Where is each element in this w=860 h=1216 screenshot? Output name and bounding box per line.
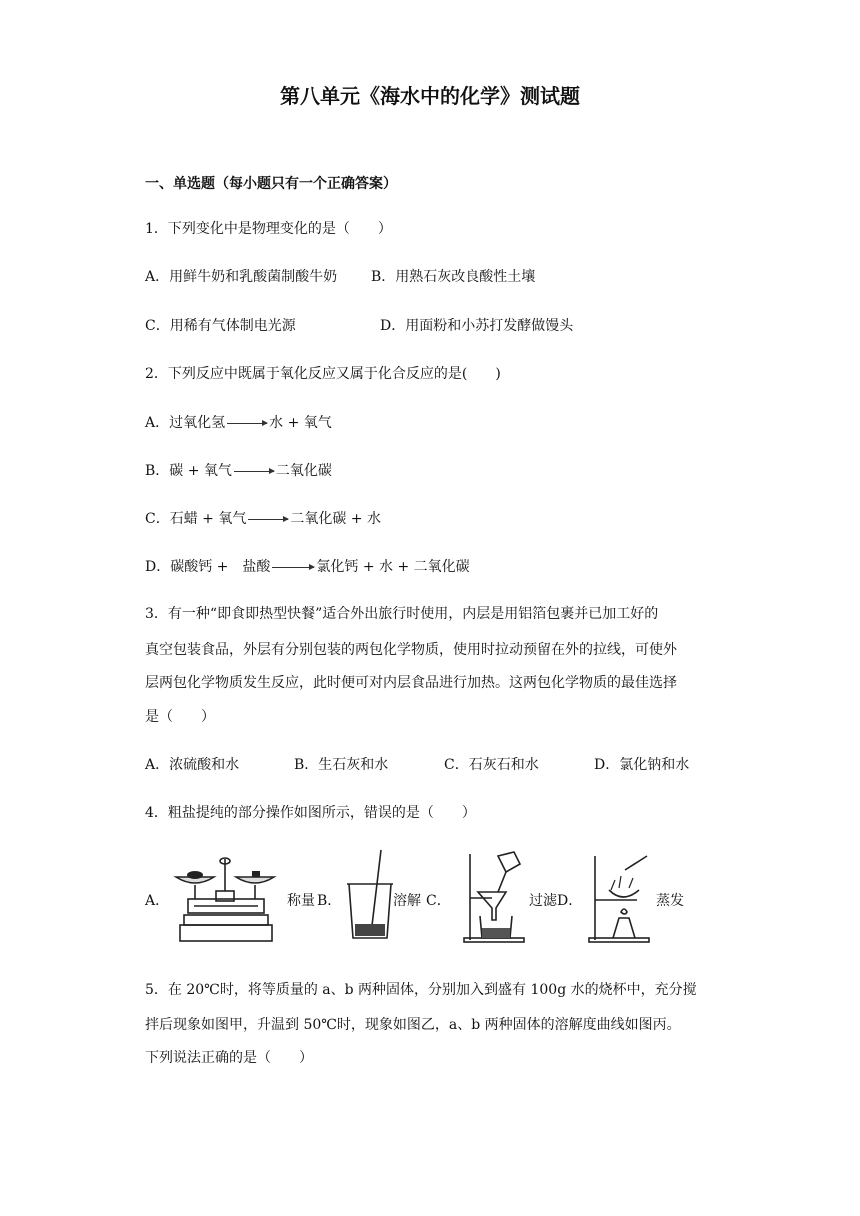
q2-c-reactants: C．石蜡 + 氧气 — [145, 511, 247, 527]
q2-a-products: 水 + 氧气 — [269, 415, 332, 431]
page-title: 第八单元《海水中的化学》测试题 — [280, 84, 580, 108]
q2-option-a — [145, 412, 332, 432]
reaction-arrow-icon — [248, 519, 288, 520]
q2-d-reactants: D．碳酸钙 + 盐酸 — [145, 559, 271, 575]
evaporation-setup-icon — [585, 850, 657, 944]
question-5-line-1: 5．在 20℃时，将等质量的 a、b 两种固体，分别加入到盛有 100g 水的烧杯中，充分搅 — [145, 982, 697, 998]
q4-option-d-letter: D． — [557, 893, 583, 909]
q2-option-c — [145, 508, 381, 528]
filtration-setup-icon — [462, 850, 528, 944]
question-3-line-2: 真空包装食品，外层有分别包装的两包化学物质，使用时拉动预留在外的拉线，可使外 — [145, 642, 677, 658]
question-3-line-3: 层两包化学物质发生反应，此时便可对内层食品进行加热。这两包化学物质的最佳选择 — [145, 675, 677, 691]
question-1-stem: 1．下列变化中是物理变化的是（ ） — [145, 221, 392, 237]
q2-c-products: 二氧化碳 + 水 — [290, 511, 381, 527]
q3-option-c: C．石灰石和水 — [444, 757, 539, 773]
q4-option-b-label: 溶解 — [393, 893, 421, 909]
reaction-arrow-icon — [227, 423, 267, 424]
question-5-line-2: 拌后现象如图甲，升温到 50℃时，现象如图乙，a、b 两种固体的溶解度曲线如图丙。 — [145, 1017, 681, 1033]
q2-a-reactants: A．过氧化氢 — [145, 415, 226, 431]
q1-option-c: C．用稀有气体制电光源 — [145, 318, 296, 334]
section-heading: 一、单选题（每小题只有一个正确答案） — [145, 176, 397, 192]
q4-option-a-label: 称量 — [287, 893, 315, 909]
q4-option-b-letter: B． — [317, 893, 342, 909]
q3-option-a: A．浓硫酸和水 — [145, 757, 240, 773]
reaction-arrow-icon — [272, 567, 314, 568]
question-4-stem: 4．粗盐提纯的部分操作如图所示，错误的是（ ） — [145, 805, 476, 821]
q4-option-c-letter: C． — [426, 893, 451, 909]
question-5-line-3: 下列说法正确的是（ ） — [145, 1050, 313, 1066]
q2-b-products: 二氧化碳 — [275, 463, 332, 479]
question-2-stem: 2．下列反应中既属于氧化反应又属于化合反应的是( ) — [145, 366, 501, 382]
balance-scale-icon — [170, 855, 280, 945]
reaction-arrow-icon — [234, 471, 274, 472]
q1-option-a: A．用鲜牛奶和乳酸菌制酸牛奶 — [145, 269, 338, 285]
question-3-line-1: 3．有一种“即食即热型快餐”适合外出旅行时使用，内层是用铝箔包裹并已加工好的 — [145, 606, 659, 622]
q3-option-d: D．氯化钠和水 — [594, 757, 690, 773]
q4-option-a-letter: A． — [145, 893, 170, 909]
dissolving-beaker-icon — [343, 848, 395, 943]
q1-option-d: D．用面粉和小苏打发酵做馒头 — [380, 318, 574, 334]
q1-option-b: B．用熟石灰改良酸性土壤 — [371, 269, 536, 285]
question-3-line-4: 是（ ） — [145, 709, 215, 725]
q3-option-b: B．生石灰和水 — [294, 757, 389, 773]
q4-option-d-label: 蒸发 — [656, 893, 684, 909]
q2-b-reactants: B．碳 + 氧气 — [145, 463, 232, 479]
q2-option-b — [145, 460, 332, 480]
q2-option-d — [145, 556, 470, 576]
q4-option-c-label: 过滤 — [529, 893, 557, 909]
q2-d-products: 氯化钙 + 水 + 二氧化碳 — [316, 559, 470, 575]
